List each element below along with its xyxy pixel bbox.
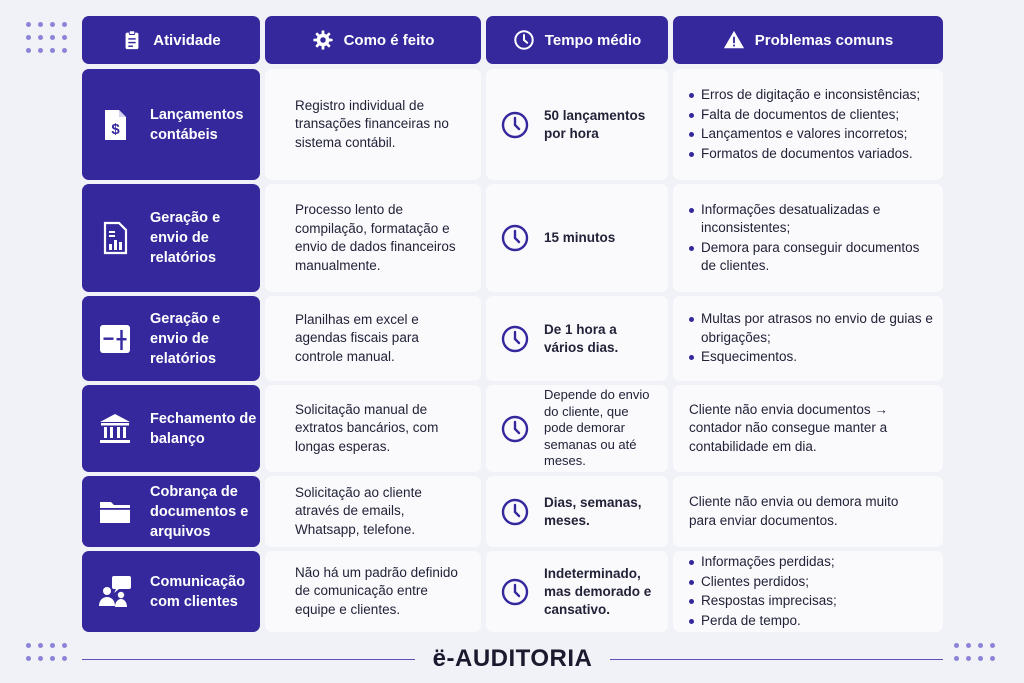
header-problems-label: Problemas comuns <box>754 31 894 49</box>
activity-cell <box>82 385 260 472</box>
time-text: Indeterminado, mas demorado e cansativo. <box>544 565 652 617</box>
activity-cell <box>82 296 260 381</box>
how-cell <box>265 476 481 547</box>
header-problems <box>673 16 943 64</box>
table-body <box>82 69 943 636</box>
how-cell <box>265 551 481 632</box>
problem-item: Lançamentos e valores incorretos; <box>689 125 920 144</box>
problems-cell <box>673 296 943 381</box>
bank-icon <box>96 410 134 448</box>
time-cell <box>486 296 668 381</box>
clock-icon <box>500 414 530 444</box>
folder-icon <box>96 493 134 531</box>
time-text: 15 minutos <box>544 230 616 245</box>
time-cell <box>486 184 668 292</box>
how-cell <box>265 69 481 180</box>
problem-item: Clientes perdidos; <box>689 573 837 592</box>
clipboard-icon <box>121 29 143 51</box>
header-activity <box>82 16 260 64</box>
activity-cell <box>82 69 260 180</box>
problems-cell <box>673 476 943 547</box>
problem-item: Perda de tempo. <box>689 612 837 631</box>
table-row <box>82 476 943 547</box>
activity-label: Geração e envio de relatórios <box>150 210 221 266</box>
problem-item: Esquecimentos. <box>689 348 933 367</box>
table-row <box>82 551 943 632</box>
clock-icon <box>500 110 530 140</box>
decorative-dots-bottom-right <box>954 643 995 661</box>
decorative-dots-bottom-left <box>26 643 67 661</box>
time-text: Dias, semanas, meses. <box>544 494 642 528</box>
table-row <box>82 69 943 180</box>
how-cell <box>265 385 481 472</box>
header-activity-label: Atividade <box>153 31 221 49</box>
activity-cell <box>82 551 260 632</box>
clock-icon <box>500 223 530 253</box>
header-time-label: Tempo médio <box>544 31 642 49</box>
problem-item: Informações perdidas; <box>689 553 837 572</box>
dollar-document-icon <box>96 106 134 144</box>
how-cell <box>265 184 481 292</box>
problems-list <box>689 309 933 368</box>
calculator-icon <box>96 320 134 358</box>
time-cell <box>486 551 668 632</box>
time-text: Depende do envio do cliente, que pode demorar semanas ou até meses. <box>544 387 650 469</box>
clock-icon <box>513 29 535 51</box>
problem-item: Falta de documentos de clientes; <box>689 106 920 125</box>
problems-list <box>689 200 933 277</box>
time-text: De 1 hora a vários dias. <box>544 321 619 355</box>
footer <box>82 645 943 673</box>
activity-label: Cobrança de documentos e arquivos <box>150 483 249 540</box>
activity-label: Fechamento de balanço <box>150 410 257 447</box>
problem-item: Informações desatualizadas e inconsistentes; <box>689 201 933 238</box>
problem-item: Erros de digitação e inconsistências; <box>689 86 920 105</box>
header-how-label: Como é feito <box>343 31 435 49</box>
how-cell <box>265 296 481 381</box>
activity-cell <box>82 184 260 292</box>
problems-list <box>689 85 920 164</box>
problems-list <box>689 552 837 631</box>
how-text: Solicitação manual de extratos bancários, com longas esperas. <box>295 401 439 454</box>
how-text: Planilhas em excel e agendas fiscais para controle manual. <box>295 311 419 364</box>
how-text: Processo lento de compilação, formatação e envio de dados financeiros manualmente. <box>295 202 456 273</box>
problem-item: Demora para conseguir documentos de clientes. <box>689 239 933 276</box>
table-header <box>82 16 943 64</box>
table-row <box>82 385 943 472</box>
how-text: Registro individual de transações financeiras no sistema contábil. <box>295 97 449 150</box>
brand-logo: ë-AUDITORIA <box>432 645 593 672</box>
time-cell <box>486 385 668 472</box>
activity-label: Comunicação com clientes <box>150 573 246 610</box>
problems-text: Cliente não envia ou demora muito para enviar documentos. <box>689 494 899 528</box>
problem-item: Respostas imprecisas; <box>689 592 837 611</box>
problem-item: Multas por atrasos no envio de guias e obrigações; <box>689 310 933 347</box>
how-text: Não há um padrão definido de comunicação entre equipe e clientes. <box>295 564 458 617</box>
table-row <box>82 184 943 292</box>
gear-icon <box>312 29 334 51</box>
problems-cell <box>673 184 943 292</box>
warning-icon <box>723 29 745 51</box>
how-text: Solicitação ao cliente através de emails, Whatsapp, telefone. <box>295 484 422 537</box>
problems-cell <box>673 551 943 632</box>
report-icon <box>96 219 134 257</box>
decorative-dots-top-left <box>26 22 67 53</box>
activity-cell <box>82 476 260 547</box>
activity-label: Geração e envio de relatórios <box>150 310 221 367</box>
clock-icon <box>500 577 530 607</box>
clock-icon <box>500 497 530 527</box>
problems-text: Cliente não envia documentos → contador não consegue manter a contabilidade em dia. <box>689 401 888 454</box>
problem-item: Formatos de documentos variados. <box>689 145 920 164</box>
table-row <box>82 296 943 381</box>
footer-divider-right <box>610 659 943 660</box>
problems-cell <box>673 385 943 472</box>
clock-icon <box>500 324 530 354</box>
svg-text:$: $ <box>111 120 120 138</box>
header-time <box>486 16 668 64</box>
team-chat-icon <box>96 573 134 611</box>
time-cell <box>486 476 668 547</box>
problems-cell <box>673 69 943 180</box>
header-how <box>265 16 481 64</box>
footer-divider-left <box>82 659 415 660</box>
time-text: 50 lançamentos por hora <box>544 107 646 141</box>
time-cell <box>486 69 668 180</box>
activity-label: Lançamentos contábeis <box>150 106 244 143</box>
